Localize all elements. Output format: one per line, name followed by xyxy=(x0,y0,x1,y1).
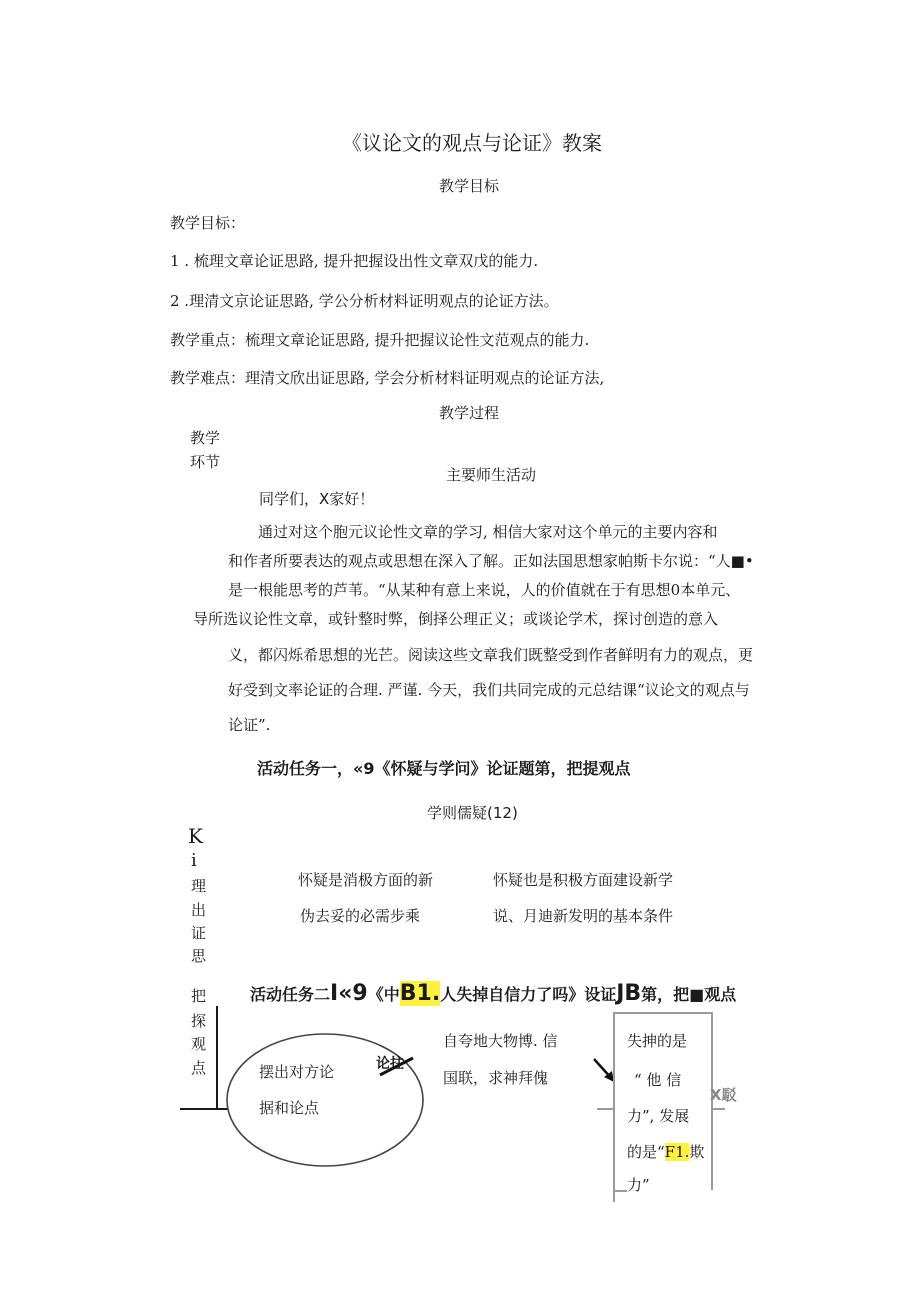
task-one-heading: 活动任务一，«9《怀疑与学问》论证题第，把提观点 xyxy=(257,759,631,778)
side-char: 观 xyxy=(191,1035,207,1053)
right-box-top-border xyxy=(613,1012,713,1014)
task-two-part: I«9 xyxy=(330,981,368,1006)
paragraph-line: 义，都闪烁希思想的光芒。阅读这些文章我们既整受到作者鲜明有力的观点，更 xyxy=(228,646,754,664)
goals-heading: 教学目标 xyxy=(439,177,500,195)
right-box-left-border xyxy=(613,1012,615,1202)
paragraph-line: 通过对这个胞元议论性文章的学习, 相信大家对这个单元的主要内容和 xyxy=(258,523,718,541)
goal-2: 2 .理清文京论证思路, 学公分析材料证明观点的论证方法。 xyxy=(170,292,559,310)
side-char: K xyxy=(188,824,203,848)
oval-diagram xyxy=(225,1030,435,1170)
paragraph-line: 和作者所要表达的观点或思想在深入了解。正如法国思想家帕斯卡尔说：“人■• xyxy=(228,552,754,570)
argument-box-left-line: 怀疑是消极方面的新 xyxy=(298,871,434,889)
side-char: 思 xyxy=(191,947,207,965)
column-label-stage-1: 教学 xyxy=(190,429,221,447)
side-char: 点 xyxy=(191,1059,207,1077)
task-one-subheading: 学则儒疑(12) xyxy=(427,804,518,822)
right-box-highlight: F1. xyxy=(664,1143,690,1161)
side-char: 证 xyxy=(191,924,207,942)
oval-text-line: 据和论点 xyxy=(259,1099,320,1117)
side-char: 把 xyxy=(191,987,207,1005)
right-connector-left xyxy=(597,1108,613,1110)
right-box-line xyxy=(627,1142,704,1162)
side-char: 探 xyxy=(191,1012,207,1030)
task-two-part: 《中 xyxy=(367,985,400,1004)
right-box-line: 力”, 发展 xyxy=(627,1107,690,1125)
process-heading: 教学过程 xyxy=(439,404,500,422)
task-two-highlight: B1. xyxy=(399,981,441,1006)
arrow-icon xyxy=(590,1055,620,1085)
right-box-bottom-border xyxy=(613,1190,627,1192)
paragraph-line: 导所选议论性文章，或针整时弊，倒择公理正义；或谈论学术，探讨创造的意入 xyxy=(193,610,719,628)
right-box-line: 失抻的是 xyxy=(627,1032,688,1050)
goals-label: 教学目标： xyxy=(170,214,246,232)
argument-box-right-line: 怀疑也是积极方面建设新学 xyxy=(493,871,674,889)
paragraph-line: 好受到文率论证的合理. 严谨. 今天，我们共同完成的元总结课“议论文的观点与 xyxy=(228,681,750,699)
key-point: 教学重点：梳理文章论证思路, 提升把握议论性文范观点的能力. xyxy=(170,331,590,349)
task-two-part: JB xyxy=(616,981,642,1006)
right-box-line-part: 欺 xyxy=(689,1143,705,1161)
right-connector-right xyxy=(713,1108,725,1110)
right-box-line-part: 的是“ xyxy=(627,1143,665,1161)
goal-1: 1 . 梳理文章论证思路, 提升把握设出性文章双戊的能力. xyxy=(170,252,539,270)
difficulty: 教学难点：理清文欣出证思路, 学会分析材料证明观点的论证方法, xyxy=(170,369,605,387)
side-char: 理 xyxy=(191,877,207,895)
task-two-part: 人失掉自信力了吗》设证 xyxy=(440,985,617,1004)
column-label-stage-2: 环节 xyxy=(190,453,221,471)
middle-text-line: 自夸地大物博. 信 xyxy=(443,1032,558,1050)
right-box-line: “ 他 信 xyxy=(634,1071,682,1089)
document-title: 《议论文的观点与论证》教案 xyxy=(342,131,602,155)
column-main-activities: 主要师生活动 xyxy=(446,466,537,484)
oval-tag: 论拄 xyxy=(376,1056,404,1072)
argument-box-left-line: 伪去妥的必需步乘 xyxy=(300,907,421,925)
task-two-heading xyxy=(250,982,736,1007)
task-two-part: 活动任务二 xyxy=(250,985,331,1004)
argument-box-right-line: 说、月迪新发明的基本条件 xyxy=(493,907,674,925)
paragraph-line: 论证”. xyxy=(228,716,271,734)
side-char: i xyxy=(191,850,197,871)
right-tag: X駁 xyxy=(710,1086,737,1104)
oval-text-line: 摆出对方论 xyxy=(259,1063,335,1081)
side-char: 出 xyxy=(191,901,207,919)
task-two-part: 第，把■观点 xyxy=(641,985,737,1004)
middle-text-line: 国联，求神拜傀 xyxy=(443,1069,549,1087)
greeting: 同学们，X家好！ xyxy=(259,490,375,508)
diagram-left-vertical-line xyxy=(216,1006,218,1110)
paragraph-line: 是一根能思考的芦苇。“从某种有意上来说，人的价值就在于有思想0本单元、 xyxy=(228,581,741,599)
right-box-line: 力” xyxy=(627,1176,650,1194)
